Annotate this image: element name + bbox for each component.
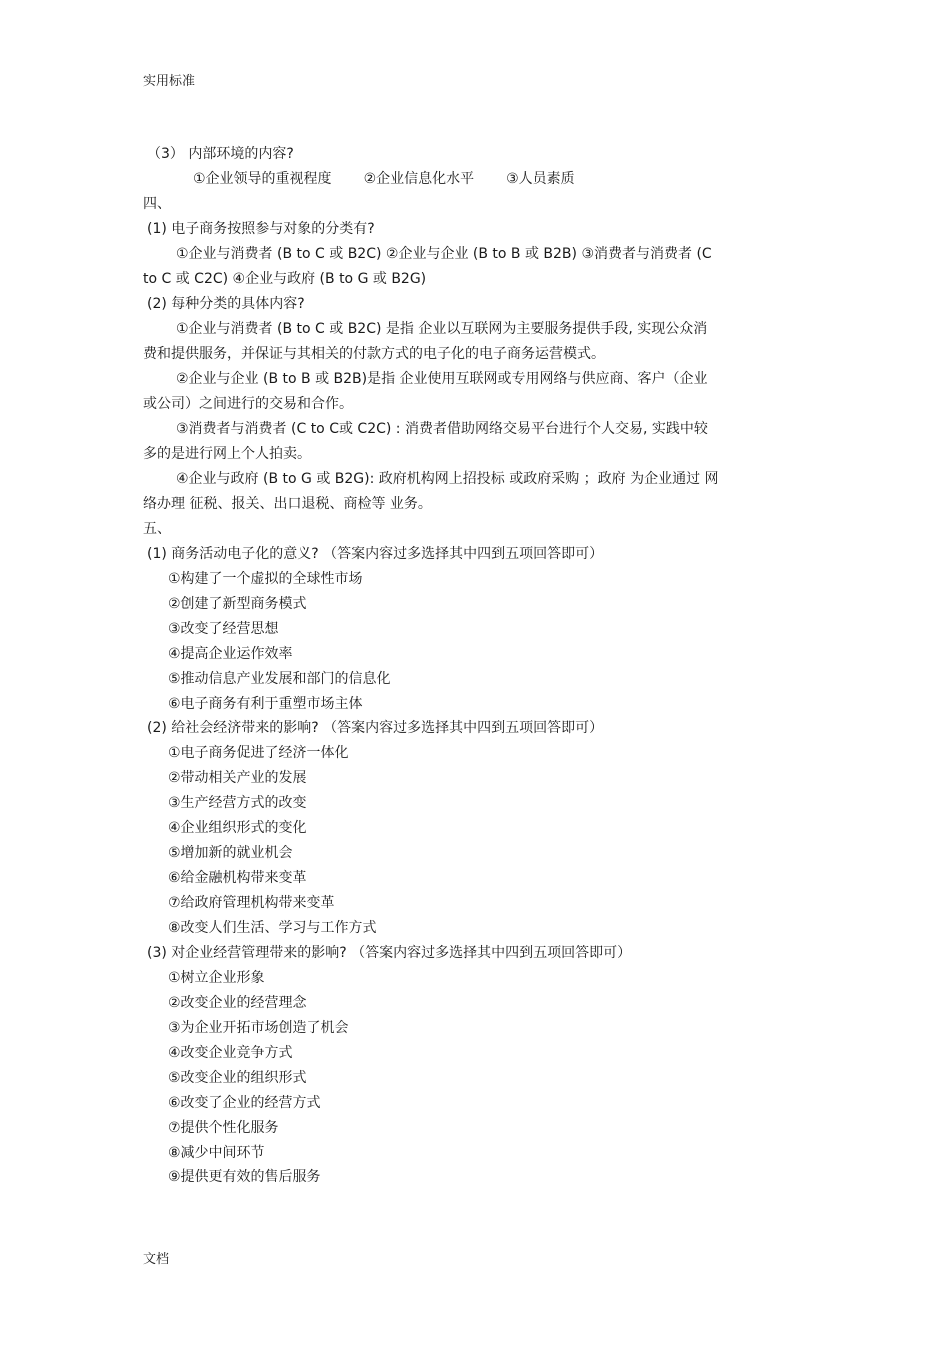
paragraph-b2g-line-2: 络办理 征税、报关、出口退税、商检等 业务。 <box>143 496 432 512</box>
list-item: ①树立企业形象 <box>168 970 265 986</box>
page-header: 实用标准 <box>143 74 196 89</box>
paragraph-b2b-line-2: 或公司）之间进行的交易和合作。 <box>143 396 353 412</box>
paragraph-b2c-line-1: ①企业与消费者 (B to C 或 B2C) 是指 企业以互联网为主要服务提供手段, 实现公众消 <box>176 321 708 337</box>
answer-4-1-line-2: to C 或 C2C) ④企业与政府 (B to G 或 B2G) <box>143 271 427 287</box>
list-item: ②创建了新型商务模式 <box>168 596 307 612</box>
answer-4-1-line-1: ①企业与消费者 (B to C 或 B2C) ②企业与企业 (B to B 或 B2B) ③消费者与消费者 (C <box>176 246 712 262</box>
question-3-3: （3） 内部环境的内容? <box>147 146 294 162</box>
page-footer: 文档 <box>143 1252 170 1267</box>
answer-3-3 <box>193 170 575 188</box>
list-item: ⑥电子商务有利于重塑市场主体 <box>168 696 363 712</box>
list-item: ⑤增加新的就业机会 <box>168 845 293 861</box>
list-item: ⑤推动信息产业发展和部门的信息化 <box>168 671 391 687</box>
list-item: ⑤改变企业的组织形式 <box>168 1070 307 1086</box>
list-item: ⑥给金融机构带来变革 <box>168 870 307 886</box>
list-item: ④企业组织形式的变化 <box>168 820 307 836</box>
answer-item: ③人员素质 <box>506 171 575 187</box>
list-item: ④改变企业竞争方式 <box>168 1045 293 1061</box>
section-heading-5: 五、 <box>143 521 171 537</box>
question-5-2: (2) 给社会经济带来的影响? （答案内容过多选择其中四到五项回答即可） <box>147 720 604 736</box>
list-item: ④提高企业运作效率 <box>168 646 293 662</box>
question-5-1: (1) 商务活动电子化的意义? （答案内容过多选择其中四到五项回答即可） <box>147 546 604 562</box>
question-5-3: (3) 对企业经营管理带来的影响? （答案内容过多选择其中四到五项回答即可） <box>147 945 632 961</box>
paragraph-c2c-line-2: 多的是进行网上个人拍卖。 <box>143 446 311 462</box>
list-item: ①构建了一个虚拟的全球性市场 <box>168 571 363 587</box>
list-item: ⑥改变了企业的经营方式 <box>168 1095 321 1111</box>
list-item: ⑨提供更有效的售后服务 <box>168 1169 321 1185</box>
list-item: ②带动相关产业的发展 <box>168 770 307 786</box>
section-heading-4: 四、 <box>143 196 171 212</box>
list-item: ⑦提供个性化服务 <box>168 1120 279 1136</box>
paragraph-c2c-line-1: ③消费者与消费者 (C to C或 C2C) : 消费者借助网络交易平台进行个人交易, 实践中较 <box>176 421 708 437</box>
question-4-2: (2) 每种分类的具体内容? <box>147 296 305 312</box>
list-item: ①电子商务促进了经济一体化 <box>168 745 349 761</box>
paragraph-b2g-line-1: ④企业与政府 (B to G 或 B2G): 政府机构网上招投标 或政府采购 ；政府 为企业通过 网 <box>176 471 719 487</box>
paragraph-b2b-line-1: ②企业与企业 (B to B 或 B2B)是指 企业使用互联网或专用网络与供应商、客户（企业 <box>176 371 708 387</box>
list-item: ⑦给政府管理机构带来变革 <box>168 895 335 911</box>
answer-item: ①企业领导的重视程度 <box>193 171 332 187</box>
list-item: ⑧改变人们生活、学习与工作方式 <box>168 920 377 936</box>
list-item: ③改变了经营思想 <box>168 621 279 637</box>
list-item: ⑧减少中间环节 <box>168 1145 265 1161</box>
question-4-1: (1) 电子商务按照参与对象的分类有? <box>147 221 375 237</box>
list-item: ②改变企业的经营理念 <box>168 995 307 1011</box>
list-item: ③为企业开拓市场创造了机会 <box>168 1020 349 1036</box>
paragraph-b2c-line-2: 费和提供服务，并保证与其相关的付款方式的电子化的电子商务运营模式。 <box>143 346 605 362</box>
list-item: ③生产经营方式的改变 <box>168 795 307 811</box>
answer-item: ②企业信息化水平 <box>363 171 475 187</box>
